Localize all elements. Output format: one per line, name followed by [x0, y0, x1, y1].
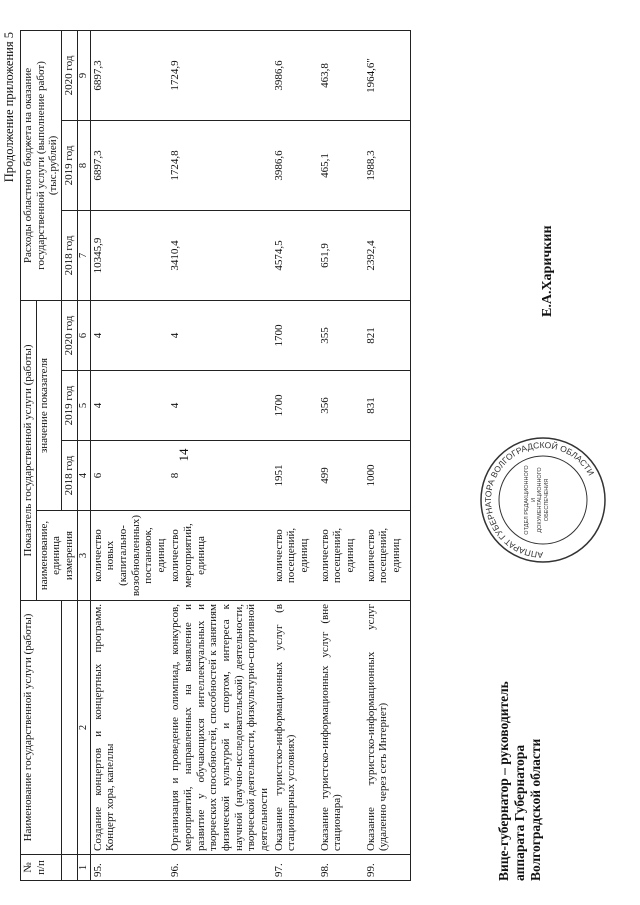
table-row	[168, 30, 271, 880]
row-value-2019: 831	[364, 371, 411, 441]
column-number: 4	[77, 441, 90, 511]
header-budget-group: Расходы областного бюджета на оказание государственной услуги (выполнение работ) (тыс.рублей)	[21, 30, 62, 300]
row-budget-2020: 6897,3	[90, 30, 168, 120]
header-indicator-group: Показатель государственной услуги (работы)	[21, 300, 37, 600]
header-indicator-name: наименование, единица измерения	[36, 511, 77, 601]
row-service: Создание концертов и концертных программ. Концерт хора, капеллы	[90, 601, 168, 855]
signature-title-line: Вице-губернатор – руководитель	[496, 681, 511, 881]
row-budget-2019: 3986,6	[272, 120, 318, 210]
row-budget-2018: 4574,5	[272, 210, 318, 300]
signature-title-line: Волгоградской области	[528, 738, 544, 881]
row-value-2019: 4	[168, 371, 271, 441]
row-budget-2020: 1724,9	[168, 30, 271, 120]
row-num: 95.	[90, 855, 168, 881]
row-budget-2018: 2392,4	[364, 210, 411, 300]
column-number: 7	[77, 210, 90, 300]
header-year-2019: 2019 год	[61, 371, 77, 441]
header-year-2020: 2020 год	[61, 300, 77, 370]
table-row	[90, 30, 168, 880]
row-value-2020: 1700	[272, 300, 318, 370]
row-budget-2020: 463,8	[318, 30, 364, 120]
row-num: 96.	[168, 855, 271, 881]
row-service: Организация и проведение олимпиад, конкурсов, мероприятий, направленных на выявление и развитие у обучающихся интеллектуальных и творческих способностей, способностей к занятиям физической культурой и спортом, интереса к научной (научно-исследовательской) деятельности, творческой деятельности, физкультурно-спортивной деятельности	[168, 601, 271, 855]
row-value-2020: 821	[364, 300, 411, 370]
row-value-2018: 1951	[272, 441, 318, 511]
header-year-2018: 2018 год	[61, 441, 77, 511]
stamp-inner-text: ОТДЕЛ РЕДАКЦИОННОГО И ДОКУМЕНТАЦИОННОГО ОБЕСПЕЧЕНИЯ	[524, 465, 550, 535]
row-value-2019: 1700	[272, 371, 318, 441]
row-budget-2018: 3410,4	[168, 210, 271, 300]
column-numbers-row	[77, 30, 90, 880]
header-indicator-value: значение показателя	[36, 300, 61, 510]
table-row	[318, 30, 364, 880]
row-unit: количество посещений, единиц	[272, 511, 318, 601]
row-budget-2020: 1964,6"	[364, 30, 411, 120]
row-service: Оказание туристско-информационных услуг (вне стационара)	[318, 601, 364, 855]
row-value-2019: 4	[90, 371, 168, 441]
header-budget-year-2019: 2019 год	[61, 120, 77, 210]
column-number: 1	[77, 855, 90, 881]
row-unit: количество посещений, единиц	[364, 511, 411, 601]
row-value-2019: 356	[318, 371, 364, 441]
row-budget-2019: 465,1	[318, 120, 364, 210]
row-service: Оказание туристско-информационных услуг (удаленно через сеть Интернет)	[364, 601, 411, 855]
official-stamp	[478, 435, 608, 565]
row-service: Оказание туристско-информационных услуг (в стационарных условиях)	[272, 601, 318, 855]
row-value-2020: 4	[168, 300, 271, 370]
row-value-2020: 4	[90, 300, 168, 370]
row-value-2018: 6	[90, 441, 168, 511]
row-num: 98.	[318, 855, 364, 881]
signature-title	[496, 551, 545, 881]
continuation-note: Продолжение приложения 5	[2, 32, 16, 183]
row-value-2020: 355	[318, 300, 364, 370]
signatory-name: Е.А.Харичкин	[540, 225, 555, 317]
row-budget-2020: 3986,6	[272, 30, 318, 120]
services-table	[20, 30, 411, 881]
row-unit: количество новых (капитально-возобновленных) постановок, единиц	[90, 511, 168, 601]
row-budget-2019: 1988,3	[364, 120, 411, 210]
table-row	[272, 30, 318, 880]
column-number: 3	[77, 511, 90, 601]
column-number: 8	[77, 120, 90, 210]
header-budget-year-2018: 2018 год	[61, 210, 77, 300]
row-value-2018: 8	[168, 441, 271, 511]
column-number: 9	[77, 30, 90, 120]
row-num: 99.	[364, 855, 411, 881]
header-num: № п/п	[21, 855, 62, 881]
column-number: 2	[77, 601, 90, 855]
row-unit: количество посещений, единиц	[318, 511, 364, 601]
header-service-name: Наименование государственной услуги (работы)	[21, 601, 62, 855]
row-value-2018: 1000	[364, 441, 411, 511]
stamp-outer-text: АППАРАТ ГУБЕРНАТОРА ВОЛГОГРАДСКОЙ ОБЛАСТИ	[482, 439, 597, 561]
row-budget-2019: 1724,8	[168, 120, 271, 210]
page-number: 14	[176, 448, 191, 462]
row-value-2018: 499	[318, 441, 364, 511]
column-number: 5	[77, 371, 90, 441]
row-budget-2019: 6897,3	[90, 120, 168, 210]
row-num: 97.	[272, 855, 318, 881]
row-budget-2018: 10345,9	[90, 210, 168, 300]
row-unit: количество мероприятий, единица	[168, 511, 271, 601]
signature-title-line: аппарата Губернатора	[512, 744, 528, 881]
table-row	[364, 30, 411, 880]
column-number: 6	[77, 300, 90, 370]
header-budget-year-2020: 2020 год	[61, 30, 77, 120]
row-budget-2018: 651,9	[318, 210, 364, 300]
